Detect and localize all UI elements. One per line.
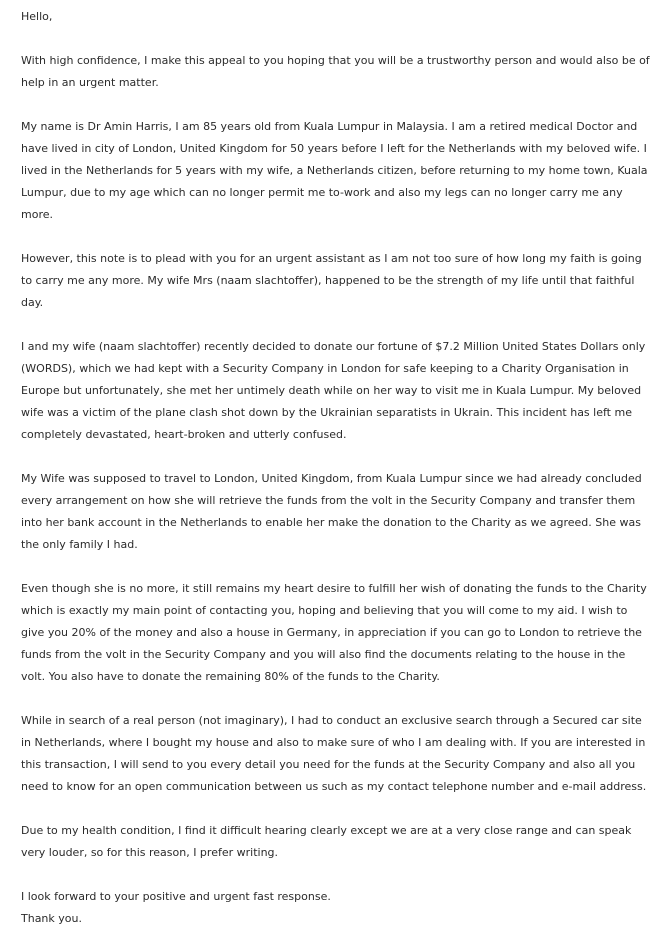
email-paragraph-3: However, this note is to plead with you for an urgent assistant as I am not too sure of how long my faith is going to carry me any more. My wife Mrs (naam slachtoffer), happened to be the strength of my life until that faithful day. <box>21 252 642 309</box>
email-closing-line: I look forward to your positive and urgent fast response. <box>21 890 331 903</box>
email-paragraph-7: While in search of a real person (not imaginary), I had to conduct an exclusive search through a Secured car site in Netherlands, where I bought my house and also to make sure of who I am dealing with. If you are interested in this transaction, I will send to you every detail you need for the funds at the Security Company and also all you need to know for an open communication between us such as my contact telephone number and e-mail address. <box>21 714 647 793</box>
email-greeting: Hello, <box>21 10 53 23</box>
email-paragraph-8: Due to my health condition, I find it difficult hearing clearly except we are at a very close range and can speak very louder, so for this reason, I prefer writing. <box>21 824 632 859</box>
email-paragraph-2: My name is Dr Amin Harris, I am 85 years old from Kuala Lumpur in Malaysia. I am a retired medical Doctor and have lived in city of London, United Kingdom for 50 years before I left for the Netherlands with my beloved wife. I lived in the Netherlands for 5 years with my wife, a Netherlands citizen, before returning to my home town, Kuala Lumpur, due to my age which can no longer permit me to-work and also my legs can no longer carry me any more. <box>21 120 648 221</box>
email-sign-off: Thank you. <box>21 912 82 925</box>
email-paragraph-6: Even though she is no more, it still remains my heart desire to fulfill her wish of donating the funds to the Charity which is exactly my main point of contacting you, hoping and believing that you will come to my aid. I wish to give you 20% of the money and also a house in Germany, in appreciation if you can go to London to retrieve the funds from the volt in the Security Company and you will also find the documents relating to the house in the volt. You also have to donate the remaining 80% of the funds to the Charity. <box>21 582 647 683</box>
email-paragraph-1: With high confidence, I make this appeal to you hoping that you will be a trustworthy person and would also be of help in an urgent matter. <box>21 54 650 89</box>
email-paragraph-4: I and my wife (naam slachtoffer) recently decided to donate our fortune of $7.2 Million United States Dollars only (WORDS), which we had kept with a Security Company in London for safe keeping to a Charity Organisation in Europe but unfortunately, she met her untimely death while on her way to visit me in Kuala Lumpur. My beloved wife was a victim of the plane clash shot down by the Ukrainian separatists in Ukrain. This incident has left me completely devastated, heart-broken and utterly confused. <box>21 340 646 441</box>
email-paragraph-5: My Wife was supposed to travel to London, United Kingdom, from Kuala Lumpur since we had already concluded every arrangement on how she will retrieve the funds from the volt in the Security Company and transfer them into her bank account in the Netherlands to enable her make the donation to the Charity as we agreed. She was the only family I had. <box>21 472 642 551</box>
